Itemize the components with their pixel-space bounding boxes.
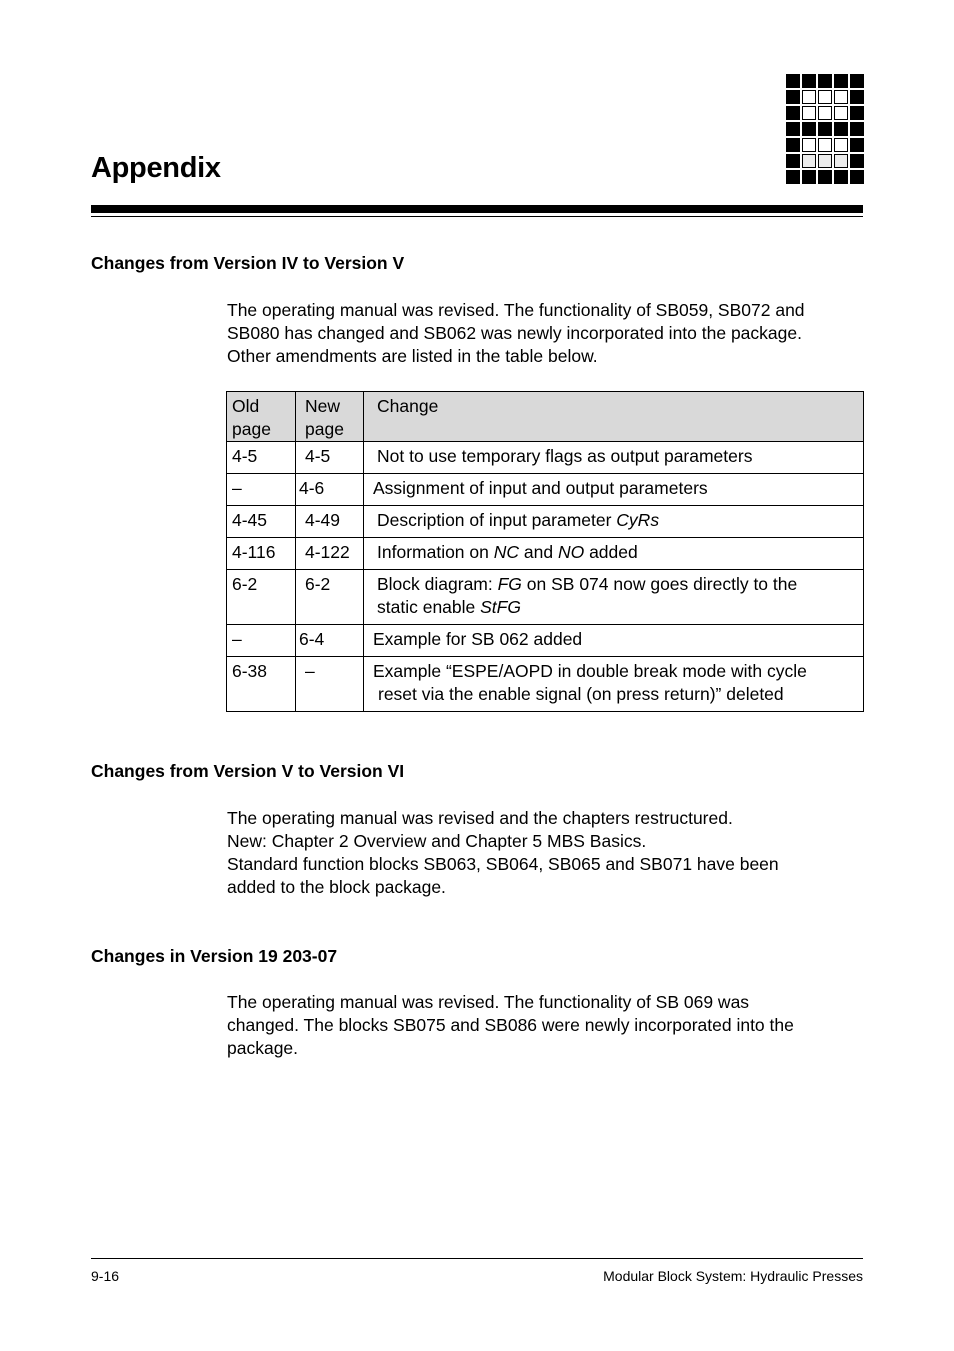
logo-square [786,106,800,120]
logo-square [834,170,848,184]
header-text: New [305,396,341,416]
logo-square [834,74,848,88]
column-header-old-page [227,392,296,442]
logo-square [850,74,864,88]
section-heading-iv-to-v: Changes from Version IV to Version V [91,253,405,273]
section-text-19-203-07 [227,991,867,1060]
logo-square [818,74,832,88]
section-text-iv-to-v [227,299,867,368]
logo-square [818,90,832,104]
header-text: page [305,419,344,439]
change-text: Example “ESPE/AOPD in double break mode with cycle [373,661,807,681]
section-heading-v-to-vi: Changes from Version V to Version VI [91,761,405,781]
logo-square [850,122,864,136]
logo-square [818,170,832,184]
change-text: reset via the enable signal (on press return)” deleted [378,684,784,704]
text-line: SB080 has changed and SB062 was newly incorporated into the package. [227,323,802,343]
logo-square [834,154,848,168]
change-text: on SB 074 now goes directly to the [521,574,798,594]
logo-square [802,170,816,184]
parameter-name: StFG [480,597,521,617]
cell-new-page: 4-49 [296,506,364,538]
parameter-name: NC [493,542,520,562]
table-row [227,657,864,712]
logo-square [786,74,800,88]
cell-change: Assignment of input and output parameters [364,474,864,506]
logo-square [834,138,848,152]
logo-square [834,106,848,120]
cell-new-page: 4-122 [296,538,364,570]
table-row [227,442,864,474]
text-line: changed. The blocks SB075 and SB086 were newly incorporated into the [227,1015,794,1035]
section-heading-19-203-07: Changes in Version 19 203-07 [91,946,338,966]
cell-change [364,657,864,712]
logo-square [818,138,832,152]
header-text: page [232,419,271,439]
cell-change [364,538,864,570]
logo-square [850,106,864,120]
header-text: Old [232,396,260,416]
company-logo [786,74,864,183]
text-line: Other amendments are listed in the table below. [227,346,598,366]
logo-square [802,106,816,120]
change-text: Information on [377,542,494,562]
table-row [227,538,864,570]
logo-square [786,138,800,152]
table-row [227,625,864,657]
cell-change: Example for SB 062 added [364,625,864,657]
cell-change [364,570,864,625]
header-text: Change [377,396,439,416]
table-row [227,474,864,506]
cell-new-page: – [296,657,364,712]
cell-old-page: 4-116 [227,538,296,570]
change-text: added [584,542,638,562]
change-text: static enable [377,597,481,617]
cell-new-page: 4-6 [296,474,364,506]
logo-square [802,138,816,152]
logo-square [802,122,816,136]
page-number: 9-16 [91,1268,120,1284]
table-row [227,506,864,538]
cell-change: Not to use temporary flags as output parameters [364,442,864,474]
column-header-new-page [296,392,364,442]
change-text: Description of input parameter [377,510,617,530]
cell-new-page: 4-5 [296,442,364,474]
parameter-name: FG [497,574,522,594]
logo-square [850,138,864,152]
text-line: Standard function blocks SB063, SB064, SB065 and SB071 have been [227,854,779,874]
logo-square [818,154,832,168]
logo-square [850,90,864,104]
table-row [227,570,864,625]
logo-square [818,122,832,136]
parameter-name: CyRs [616,510,660,530]
change-text: and [519,542,558,562]
cell-new-page: 6-4 [296,625,364,657]
header-rule-thin [91,216,863,217]
logo-square [802,90,816,104]
cell-old-page: 6-38 [227,657,296,712]
cell-old-page: – [227,474,296,506]
cell-change [364,506,864,538]
cell-old-page: 6-2 [227,570,296,625]
column-header-change [364,392,864,442]
text-line: The operating manual was revised. The functionality of SB059, SB072 and [227,300,805,320]
logo-square [818,106,832,120]
logo-square [850,154,864,168]
document-title: Modular Block System: Hydraulic Presses [603,1268,863,1284]
logo-square [786,170,800,184]
text-line: New: Chapter 2 Overview and Chapter 5 MBS Basics. [227,831,647,851]
logo-square [786,90,800,104]
changes-table [226,391,864,712]
cell-old-page: – [227,625,296,657]
logo-square [834,122,848,136]
change-text: Block diagram: [377,574,498,594]
text-line: The operating manual was revised and the chapters restructured. [227,808,733,828]
cell-new-page: 6-2 [296,570,364,625]
logo-square [802,154,816,168]
text-line: added to the block package. [227,877,446,897]
cell-old-page: 4-5 [227,442,296,474]
text-line: The operating manual was revised. The functionality of SB 069 was [227,992,750,1012]
cell-old-page: 4-45 [227,506,296,538]
section-text-v-to-vi [227,807,867,899]
logo-square [786,154,800,168]
table-header-row [227,392,864,442]
footer-rule [91,1258,863,1259]
logo-square [850,170,864,184]
page-title: Appendix [91,152,221,184]
logo-square [786,122,800,136]
text-line: package. [227,1038,299,1058]
header-rule-thick [91,205,863,213]
logo-square [834,90,848,104]
parameter-name: NO [557,542,585,562]
logo-square [802,74,816,88]
